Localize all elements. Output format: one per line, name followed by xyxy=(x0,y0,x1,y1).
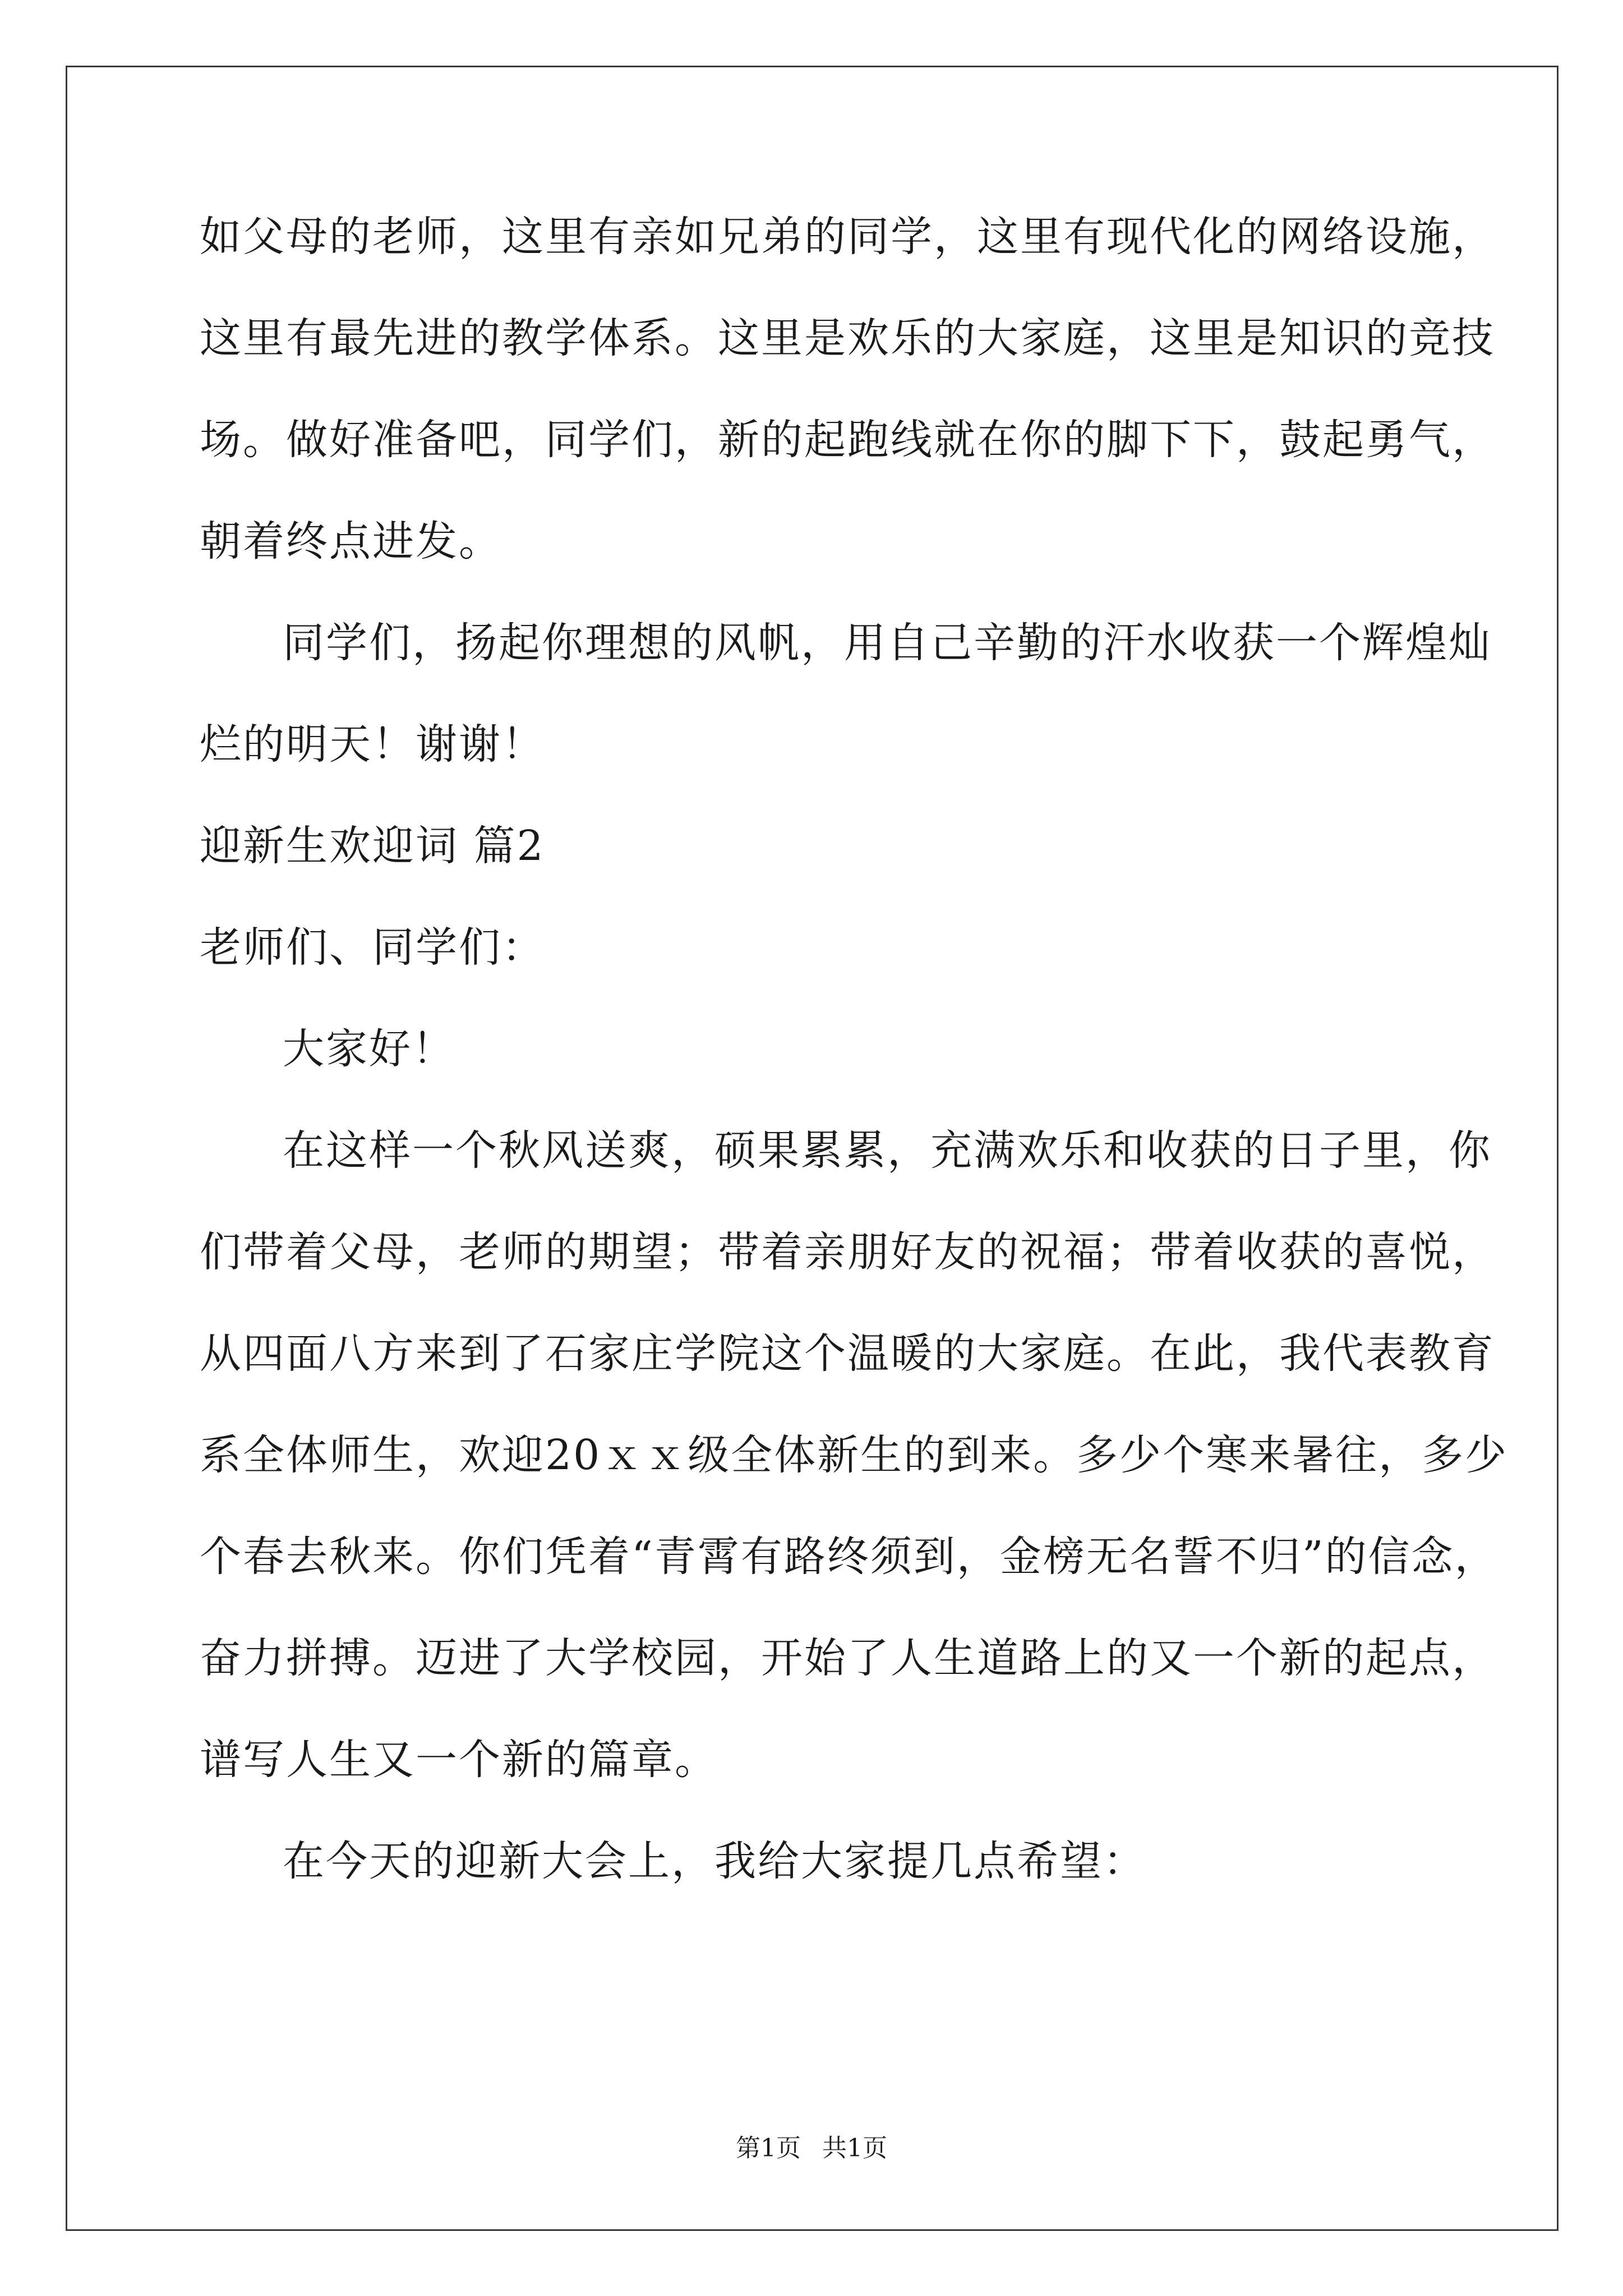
paragraph-line: 在这样一个秋风送爽，硕果累累，充满欢乐和收获的日子里，你 xyxy=(283,1126,1492,1175)
paragraph-line: 如父母的老师，这里有亲如兄弟的同学，这里有现代化的网络设施， xyxy=(200,213,1495,261)
greeting: 大家好！ xyxy=(283,1025,455,1073)
page-footer xyxy=(0,2132,1623,2165)
salutation: 老师们、同学们： xyxy=(200,923,545,972)
page-number-current: 第1页 xyxy=(736,2134,801,2162)
paragraph-line: 从四面八方来到了石家庄学院这个温暖的大家庭。在此，我代表教育 xyxy=(200,1329,1495,1378)
paragraph-line: 奋力拼搏。迈进了大学校园，开始了人生道路上的又一个新的起点， xyxy=(200,1634,1495,1682)
paragraph-line: 朝着终点进发。 xyxy=(200,517,502,565)
paragraph-line: 系全体师生，欢迎20ｘｘ级全体新生的到来。多少个寒来暑往，多少 xyxy=(200,1431,1509,1479)
paragraph-line: 这里有最先进的教学体系。这里是欢乐的大家庭，这里是知识的竞技 xyxy=(200,314,1495,362)
paragraph-line: 谱写人生又一个新的篇章。 xyxy=(200,1736,718,1784)
paragraph-line: 们带着父母，老师的期望；带着亲朋好友的祝福；带着收获的喜悦， xyxy=(200,1228,1495,1276)
section-heading: 迎新生欢迎词 篇2 xyxy=(200,822,545,870)
paragraph-line: 同学们，扬起你理想的风帆，用自己辛勤的汗水收获一个辉煌灿 xyxy=(283,619,1492,667)
paragraph-line: 场。做好准备吧，同学们，新的起跑线就在你的脚下下，鼓起勇气， xyxy=(200,416,1495,464)
paragraph-line: 在今天的迎新大会上，我给大家提几点希望： xyxy=(283,1837,1146,1885)
paragraph-line: 个春去秋来。你们凭着“青霄有路终须到，金榜无名誓不归”的信念， xyxy=(200,1533,1498,1581)
page-number-total: 共1页 xyxy=(822,2134,887,2162)
paragraph-line: 烂的明天！谢谢！ xyxy=(200,720,545,769)
